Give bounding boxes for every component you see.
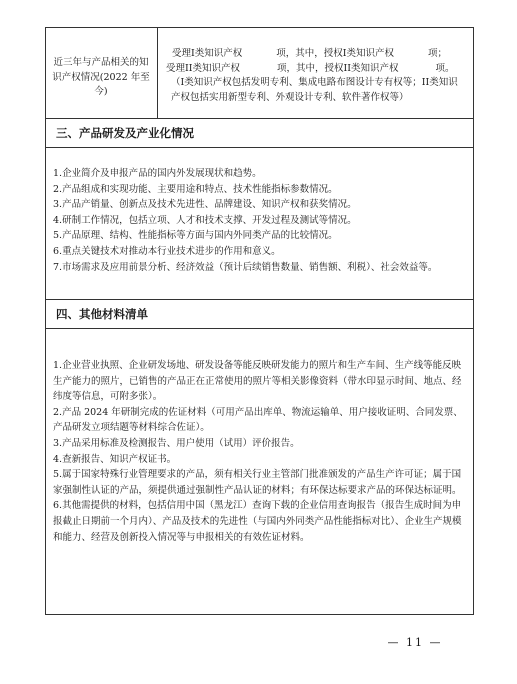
- section-3-item: 1.企业简介及申报产品的国内外发展现状和趋势。: [53, 168, 262, 179]
- ip-line-1: 受理I类知识产权 项，其中，授权I类知识产权 项；: [172, 48, 448, 59]
- section-4-item: 1.企业营业执照、企业研发场地、研发设备等能反映研发能力的照片和生产车间、生产线等能反映生产能力的照片，已销售的产品正在正常使用的照片等相关影像资料（带水印显示时间、地点、经纬度等信息，可附多张）。: [53, 360, 462, 403]
- section-4-item: 3.产品采用标准及检测报告、用户使用（试用）评价报告。: [53, 437, 300, 449]
- row-divider: [46, 118, 473, 119]
- section-3-title: 三、产品研发及产业化情况: [56, 126, 194, 140]
- column-divider: [157, 28, 158, 118]
- section-4-item: 5.属于国家特殊行业管理要求的产品，须有相关行业主管部门批准颁发的产品生产许可证；属于国家强制性认证的产品，须提供通过强制性产品认证的材料；有环保达标要求产品的环保达标证明。: [53, 469, 462, 496]
- section-3-item: 4.研制工作情况，包括立项、人才和技术支撑、开发过程及测试等情况。: [53, 214, 357, 226]
- section-3-item: 2.产品组成和实现功能、主要用途和特点、技术性能指标参数情况。: [53, 183, 338, 195]
- section-4-item: 6.其他需提供的材料，包括信用中国（黑龙江）查询下载的企业信用查询报告（报告生成时间为申报截止日期前一个月内）、产品及技术的先进性（与国内外同类产品性能指标对比）、企业生产规模和能力、经营及创新投入情况等与申报相关的有效佐证材料。: [53, 500, 462, 543]
- section-4-item: 2.产品 2024 年研制完成的佐证材料（可用产品出库单、物流运输单、用户接收证明、合同发票、产品研发立项结题等材料综合佐证）。: [53, 406, 463, 434]
- section-3-item: 7.市场需求及应用前景分析、经济效益（预计后续销售数量、销售额、利税）、社会效益等。: [53, 261, 438, 273]
- section-4-item: 4.查新报告、知识产权证书。: [53, 453, 177, 465]
- row-divider: [46, 147, 473, 148]
- section-3-item: 6.重点关键技术对推动本行业技术进步的作用和意义。: [53, 245, 281, 257]
- ip-line-2: 受理II类知识产权 项，其中，授权II类知识产权 项。: [166, 62, 455, 74]
- section-4-title: 四、其他材料清单: [56, 307, 148, 321]
- section-3-body: [53, 166, 467, 275]
- ip-row-content: [166, 47, 466, 105]
- ip-row-label: 近三年与产品相关的知识产权情况(2022 年至今): [52, 57, 150, 97]
- row-divider: [46, 299, 473, 300]
- page-number: — 11 —: [387, 636, 443, 649]
- ip-note: （I类知识产权包括发明专利、集成电路布图设计专有权等；II类知识产权包括实用新型专利、外观设计专利、软件著作权等）: [171, 77, 458, 103]
- section-4-body: [53, 358, 467, 545]
- section-3-item: 3.产品产销量、创新点及技术先进性、品牌建设、知识产权和获奖情况。: [53, 199, 357, 211]
- form-table: [45, 27, 474, 615]
- section-3-item: 5.产品原理、结构、性能指标等方面与国内外同类产品的比较情况。: [53, 230, 338, 242]
- row-divider: [46, 328, 473, 329]
